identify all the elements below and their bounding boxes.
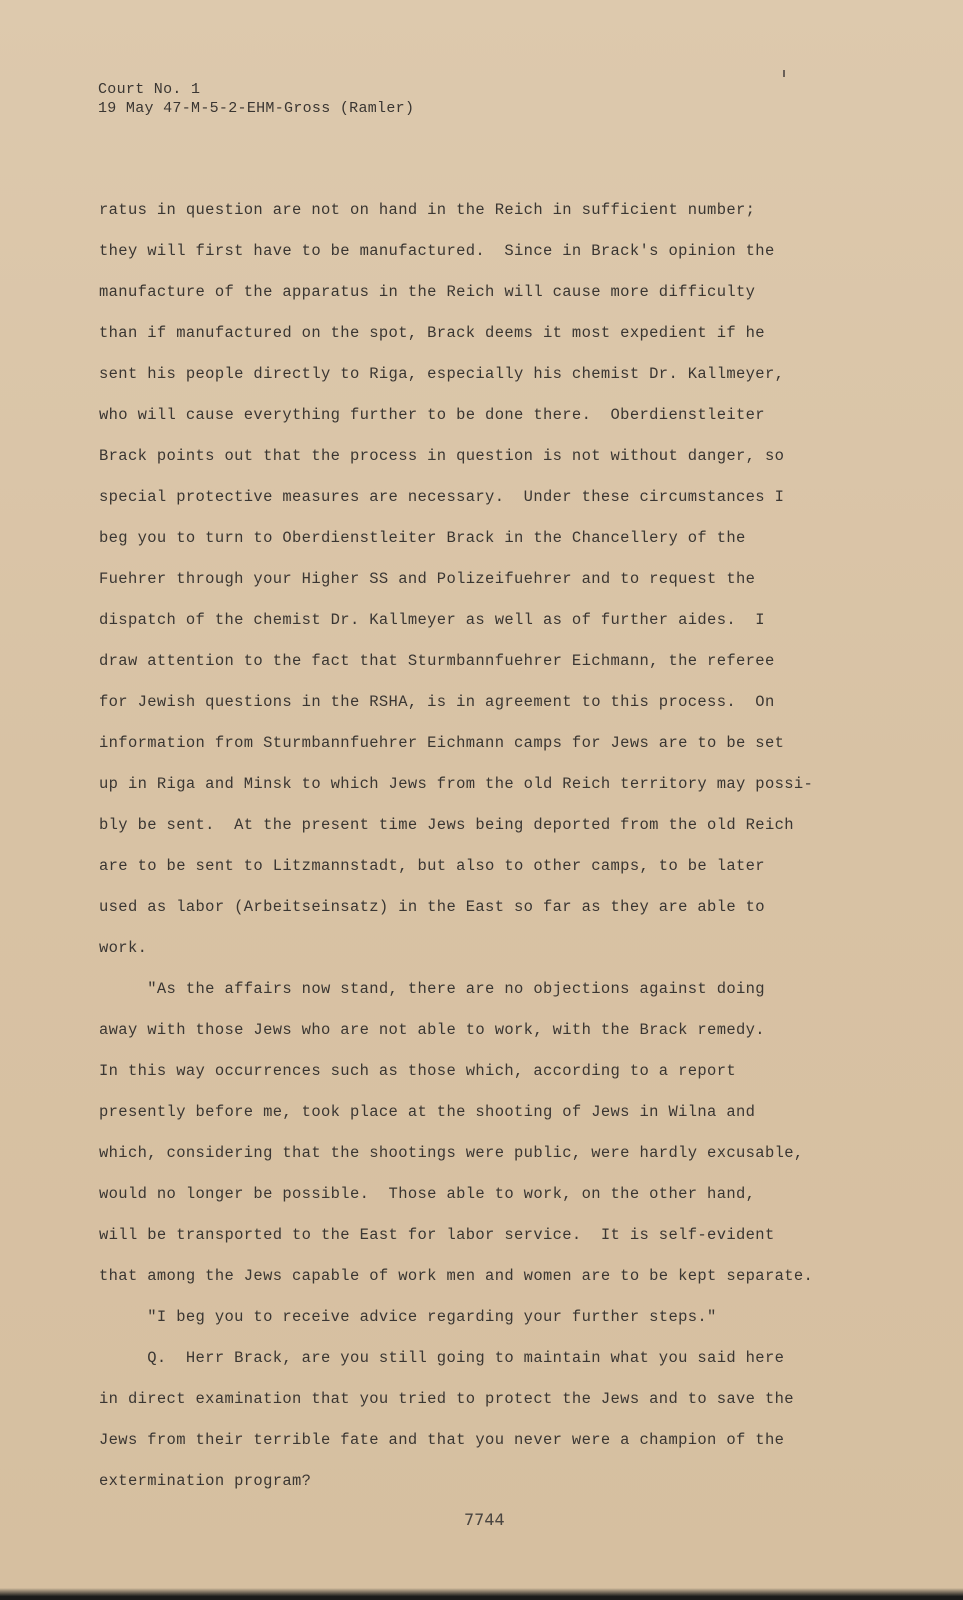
text-line: "I beg you to receive advice regarding your further steps." xyxy=(99,1308,717,1326)
text-line: special protective measures are necessary. Under these circumstances I xyxy=(99,488,785,506)
text-line: extermination program? xyxy=(99,1472,312,1490)
session-reference: 19 May 47-M-5-2-EHM-Gross (Ramler) xyxy=(98,100,415,117)
text-line: Q. Herr Brack, are you still going to maintain what you said here xyxy=(99,1349,785,1367)
text-line: they will first have to be manufactured. Since in Brack's opinion the xyxy=(99,242,775,260)
text-line: draw attention to the fact that Sturmbannfuehrer Eichmann, the referee xyxy=(99,652,775,670)
text-line: who will cause everything further to be done there. Oberdienstleiter xyxy=(99,406,765,424)
text-line: are to be sent to Litzmannstadt, but also to other camps, to be later xyxy=(99,857,765,875)
page-number: 7744 xyxy=(464,1510,505,1529)
scan-edge xyxy=(0,1588,963,1600)
text-line: ratus in question are not on hand in the Reich in sufficient number; xyxy=(99,201,756,219)
text-line: bly be sent. At the present time Jews being deported from the old Reich xyxy=(99,816,794,834)
text-line: would no longer be possible. Those able to work, on the other hand, xyxy=(99,1185,756,1203)
text-line: "As the affairs now stand, there are no objections against doing xyxy=(99,980,765,998)
text-line: away with those Jews who are not able to work, with the Brack remedy. xyxy=(99,1021,765,1039)
text-line: beg you to turn to Oberdienstleiter Brack in the Chancellery of the xyxy=(99,529,746,547)
text-line: Brack points out that the process in question is not without danger, so xyxy=(99,447,785,465)
text-line: In this way occurrences such as those which, according to a report xyxy=(99,1062,736,1080)
text-line: which, considering that the shootings were public, were hardly excusable, xyxy=(99,1144,804,1162)
text-line: information from Sturmbannfuehrer Eichmann camps for Jews are to be set xyxy=(99,734,785,752)
text-line: than if manufactured on the spot, Brack deems it most expedient if he xyxy=(99,324,765,342)
text-line: for Jewish questions in the RSHA, is in agreement to this process. On xyxy=(99,693,775,711)
text-line: manufacture of the apparatus in the Reich will cause more difficulty xyxy=(99,283,756,301)
ink-mark xyxy=(783,70,785,77)
document-header xyxy=(98,80,414,118)
text-line: will be transported to the East for labor service. It is self-evident xyxy=(99,1226,775,1244)
text-line: that among the Jews capable of work men and women are to be kept separate. xyxy=(99,1267,814,1285)
court-label: Court No. 1 xyxy=(98,81,201,98)
text-line: sent his people directly to Riga, especially his chemist Dr. Kallmeyer, xyxy=(99,365,785,383)
text-line: work. xyxy=(99,939,148,957)
text-line: Jews from their terrible fate and that you never were a champion of the xyxy=(99,1431,785,1449)
text-line: Fuehrer through your Higher SS and Polizeifuehrer and to request the xyxy=(99,570,756,588)
text-line: presently before me, took place at the shooting of Jews in Wilna and xyxy=(99,1103,756,1121)
text-line: in direct examination that you tried to protect the Jews and to save the xyxy=(99,1390,794,1408)
text-line: up in Riga and Minsk to which Jews from the old Reich territory may possi- xyxy=(99,775,814,793)
text-line: used as labor (Arbeitseinsatz) in the East so far as they are able to xyxy=(99,898,765,916)
text-line: dispatch of the chemist Dr. Kallmeyer as well as of further aides. I xyxy=(99,611,765,629)
